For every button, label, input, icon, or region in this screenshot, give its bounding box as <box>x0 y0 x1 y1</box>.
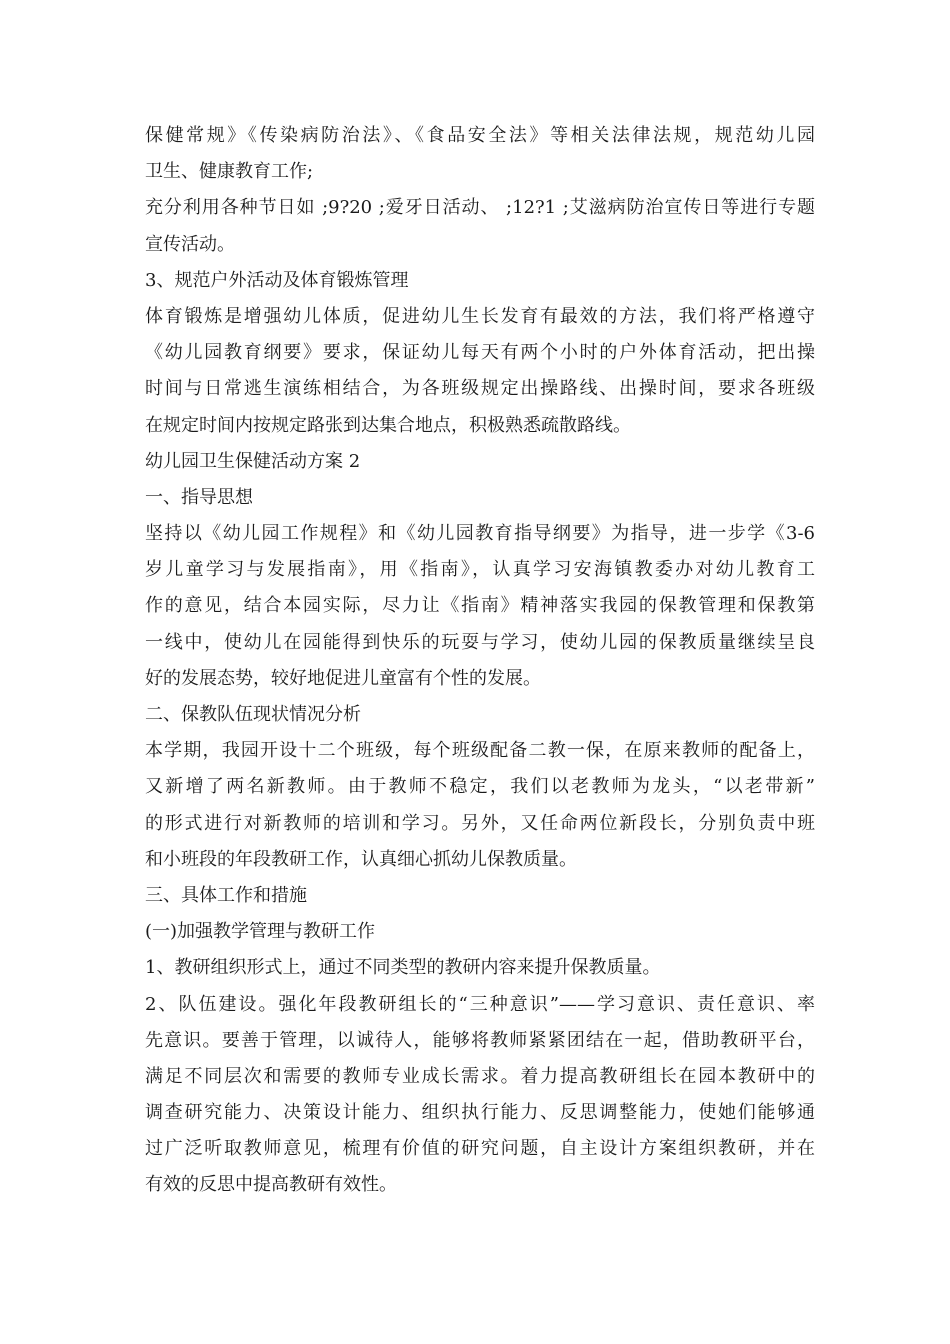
text-line: 卫生、健康教育工作; <box>145 161 314 183</box>
text-line: 《幼儿园教育纲要》要求，保证幼儿每天有两个小时的户外体育活动，把出操 <box>145 342 815 364</box>
text-line: 时间与日常逃生演练相结合，为各班级规定出操路线、出操时间，要求各班级 <box>145 378 815 400</box>
text-line: 有效的反思中提高教研有效性。 <box>145 1174 397 1196</box>
text-line: 充分利用各种节日如 ;9?20 ;爱牙日活动、 ;12?1 ;艾滋病防治宣传日等进行专题 <box>145 197 815 219</box>
text-line: (一)加强教学管理与教研工作 <box>145 921 376 943</box>
text-line: 1、教研组织形式上，通过不同类型的教研内容来提升保教质量。 <box>145 957 661 979</box>
text-line: 二、保教队伍现状情况分析 <box>145 704 361 725</box>
text-line: 幼儿园卫生保健活动方案 2 <box>145 450 361 472</box>
text-line: 岁儿童学习与发展指南》，用《指南》，认真学习安海镇教委办对幼儿教育工 <box>145 559 815 581</box>
text-line: 和小班段的年段教研工作，认真细心抓幼儿保教质量。 <box>145 848 577 870</box>
document-body <box>145 118 815 1204</box>
text-line: 2、队伍建设。强化年段教研组长的“三种意识”——学习意识、责任意识、率 <box>145 993 815 1015</box>
text-line: 3、规范户外活动及体育锻炼管理 <box>145 269 409 291</box>
text-line: 宣传活动。 <box>145 233 235 255</box>
text-line: 一线中，使幼儿在园能得到快乐的玩耍与学习，使幼儿园的保教质量继续呈良 <box>145 631 815 653</box>
text-line: 好的发展态势，较好地促进儿童富有个性的发展。 <box>145 667 541 689</box>
text-line: 满足不同层次和需要的教师专业成长需求。着力提高教研组长在园本教研中的 <box>145 1065 815 1087</box>
text-line: 先意识。要善于管理，以诚待人，能够将教师紧紧团结在一起，借助教研平台， <box>145 1029 815 1051</box>
text-line: 又新增了两名新教师。由于教师不稳定，我们以老教师为龙头，“以老带新” <box>145 776 815 798</box>
text-line: 调查研究能力、决策设计能力、组织执行能力、反思调整能力，使她们能够通 <box>145 1102 815 1124</box>
text-line: 本学期，我园开设十二个班级，每个班级配备二教一保，在原来教师的配备上， <box>145 740 815 762</box>
text-line: 在规定时间内按规定路张到达集合地点，积极熟悉疏散路线。 <box>145 414 631 436</box>
text-line: 的形式进行对新教师的培训和学习。另外，又任命两位新段长，分别负责中班 <box>145 812 815 834</box>
text-line: 过广泛听取教师意见，梳理有价值的研究问题，自主设计方案组织教研，并在 <box>145 1138 815 1160</box>
text-line: 作的意见，结合本园实际，尽力让《指南》精神落实我园的保教管理和保教第 <box>145 595 815 617</box>
text-line: 保健常规》《传染病防治法》、《食品安全法》等相关法律法规，规范幼儿园 <box>145 125 815 146</box>
text-line: 三、具体工作和措施 <box>145 884 307 906</box>
text-line: 一、指导思想 <box>145 486 253 508</box>
text-line: 坚持以《幼儿园工作规程》和《幼儿园教育指导纲要》为指导，进一步学《3-6 <box>145 523 815 545</box>
text-line: 体育锻炼是增强幼儿体质，促进幼儿生长发育有最效的方法，我们将严格遵守 <box>145 305 815 327</box>
